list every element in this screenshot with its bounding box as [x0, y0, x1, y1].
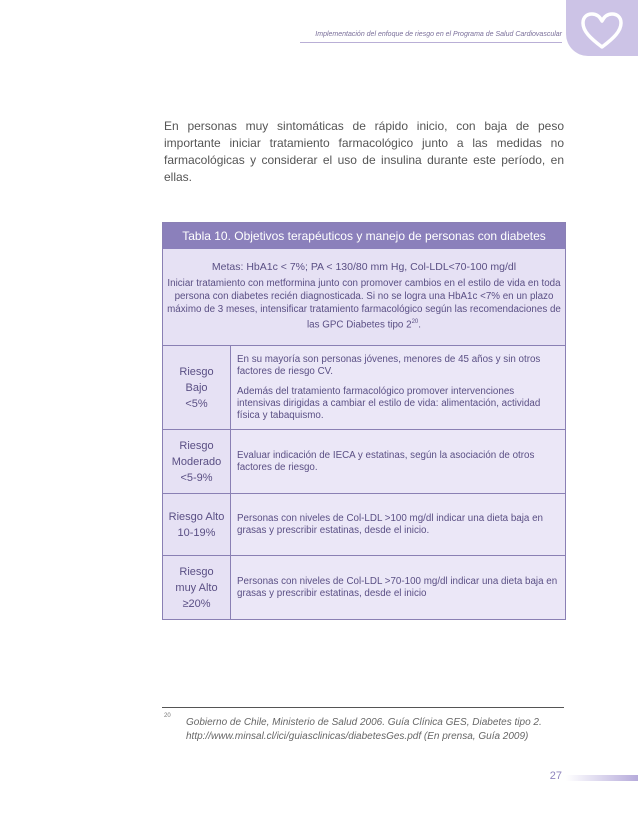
- footnote-text: Gobierno de Chile, Ministerio de Salud 2006. Guía Clínica GES, Diabetes tipo 2. http://www.minsal.cl/ici/guiasclinicas/diabetesGes.pdf (En prensa, Guía 2009): [186, 717, 542, 742]
- header-rule: [300, 42, 562, 43]
- risk-label: [163, 556, 231, 619]
- risk-label-line: <5-9%: [180, 471, 213, 484]
- risk-row-very-high: [163, 555, 565, 619]
- risk-label-line: muy Alto: [175, 581, 218, 594]
- risk-label-line: Riesgo Alto: [168, 510, 225, 523]
- risk-label-line: Riesgo: [179, 565, 214, 578]
- risk-description-paragraph: Personas con niveles de Col-LDL >100 mg/dl indicar una dieta baja en grasas y prescribir estatinas, desde el inicio.: [237, 512, 543, 536]
- risk-label-line: Bajo: [185, 381, 208, 394]
- risk-description-paragraph: En su mayoría son personas jóvenes, menores de 45 años y sin otros factores de riesgo CV.: [237, 353, 541, 377]
- intro-paragraph: En personas muy sintomáticas de rápido inicio, con baja de peso importante iniciar tratamiento farmacológico junto a las medidas no farmacológicas y considerar el uso de insulina durante este período, en ellas.: [164, 119, 564, 184]
- footnote-number: 20: [164, 713, 171, 719]
- risk-label-line: 10-19%: [177, 526, 216, 539]
- goals-metas: Metas: HbA1c < 7%; PA < 130/80 mm Hg, Col-LDL<70-100 mg/dl: [211, 261, 517, 273]
- risk-row-low: [163, 345, 565, 429]
- recommendation-text: Iniciar tratamiento con metformina junto con promover cambios en el estilo de vida en toda persona con diabetes recién diagnosticada. Si no se logra una HbA1c <7% en un plazo máximo de 3 meses, intensificar tratamiento farmacológico según las recomendaciones de las GPC Diabetes tipo 2: [167, 278, 561, 331]
- goals-block: [167, 261, 561, 331]
- running-header: Implementación del enfoque de riesgo en el Programa de Salud Cardiovascular: [315, 31, 562, 38]
- risk-label: [163, 494, 231, 555]
- risk-label-line: <5%: [185, 397, 208, 410]
- risk-label: [163, 430, 231, 493]
- header-tab: [566, 0, 638, 56]
- table-title: Tabla 10. Objetivos terapéuticos y manejo de personas con diabetes: [163, 223, 565, 249]
- risk-description: [231, 430, 565, 493]
- risk-description-paragraph: Además del tratamiento farmacológico promover intervenciones intensivas dirigidas a cambiar el estilo de vida: alimentación, actividad física y tabaquismo.: [237, 385, 541, 421]
- risk-label: [163, 346, 231, 429]
- page-number: 27: [549, 770, 562, 782]
- page-number-bar: [566, 775, 638, 781]
- risk-label-line: Riesgo: [179, 365, 214, 378]
- risk-label-line: ≥20%: [182, 597, 211, 610]
- heart-outline-icon: [580, 12, 624, 50]
- risk-row-moderate: [163, 429, 565, 493]
- risk-row-high: [163, 493, 565, 555]
- footnote-rule: [162, 707, 564, 708]
- risk-description: [231, 494, 565, 555]
- risk-label-line: Riesgo: [179, 439, 214, 452]
- risk-description-paragraph: Evaluar indicación de IECA y estatinas, según la asociación de otros factores de riesgo.: [237, 449, 535, 473]
- goals-recommendation: [167, 277, 561, 331]
- risk-description: [231, 346, 565, 429]
- therapeutic-goals-table: [162, 222, 566, 620]
- risk-label-line: Moderado: [171, 455, 222, 468]
- risk-description: [231, 556, 565, 619]
- recommendation-end: .: [418, 319, 421, 331]
- recommendation-ref: 20: [411, 319, 419, 325]
- risk-description-paragraph: Personas con niveles de Col-LDL >70-100 mg/dl indicar una dieta baja en grasas y prescribir estatinas, desde el inicio: [237, 575, 558, 599]
